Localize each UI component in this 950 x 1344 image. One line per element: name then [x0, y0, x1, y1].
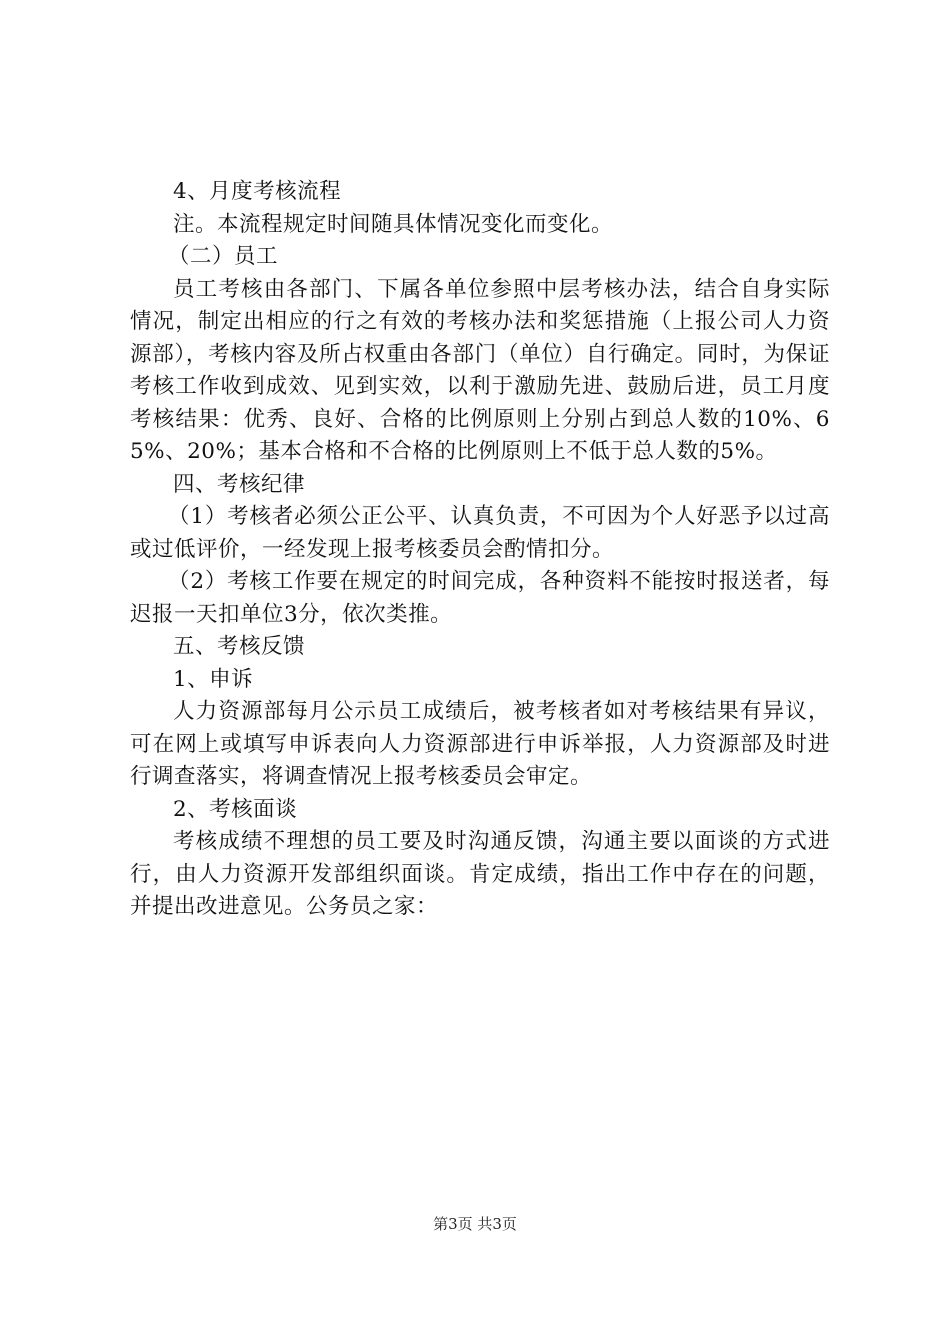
appeal-paragraph: 人力资源部每月公示员工成绩后，被考核者如对考核结果有异议，可在网上或填写申诉表向人力资源部进行申诉举报，人力资源部及时进行调查落实，将调查情况上报考核委员会审定。: [130, 699, 830, 789]
interview-paragraph: 考核成绩不理想的员工要及时沟通反馈，沟通主要以面谈的方式进行，由人力资源开发部组织面谈。肯定成绩，指出工作中存在的问题，并提出改进意见。公务员之家：: [130, 829, 830, 919]
employee-assessment-paragraph: 员工考核由各部门、下属各单位参照中层考核办法，结合自身实际情况，制定出相应的行之有效的考核办法和奖惩措施（上报公司人力资源部），考核内容及所占权重由各部门（单位）自行确定。同时，为保证考核工作收到成效、见到实效，以利于激励先进、鼓励后进，员工月度考核结果：优秀、良好、合格的比例原则上分别占到总人数的10%、65%、20%；基本合格和不合格的比例原则上不低于总人数的5%。: [130, 276, 830, 464]
note-paragraph: 注。本流程规定时间随具体情况变化而变化。: [173, 211, 614, 237]
subheading-appeal: 1、申诉: [173, 666, 254, 692]
page-number-footer: 第3页 共3页: [433, 1215, 517, 1233]
discipline-item-2: （2）考核工作要在规定的时间完成，各种资料不能按时报送者，每迟报一天扣单位3分，依次类推。: [130, 569, 830, 627]
section-heading-employees: （二）员工: [168, 244, 279, 269]
discipline-item-1: （1）考核者必须公正公平、认真负责，不可因为个人好恶予以过高或过低评价，一经发现上报考核委员会酌情扣分。: [130, 504, 830, 562]
section-heading-monthly-process: 4、月度考核流程: [173, 179, 342, 204]
section-heading-discipline: 四、考核纪律: [173, 471, 306, 497]
document-body: [130, 176, 830, 924]
section-heading-feedback: 五、考核反馈: [173, 634, 306, 659]
subheading-interview: 2、考核面谈: [173, 796, 298, 822]
